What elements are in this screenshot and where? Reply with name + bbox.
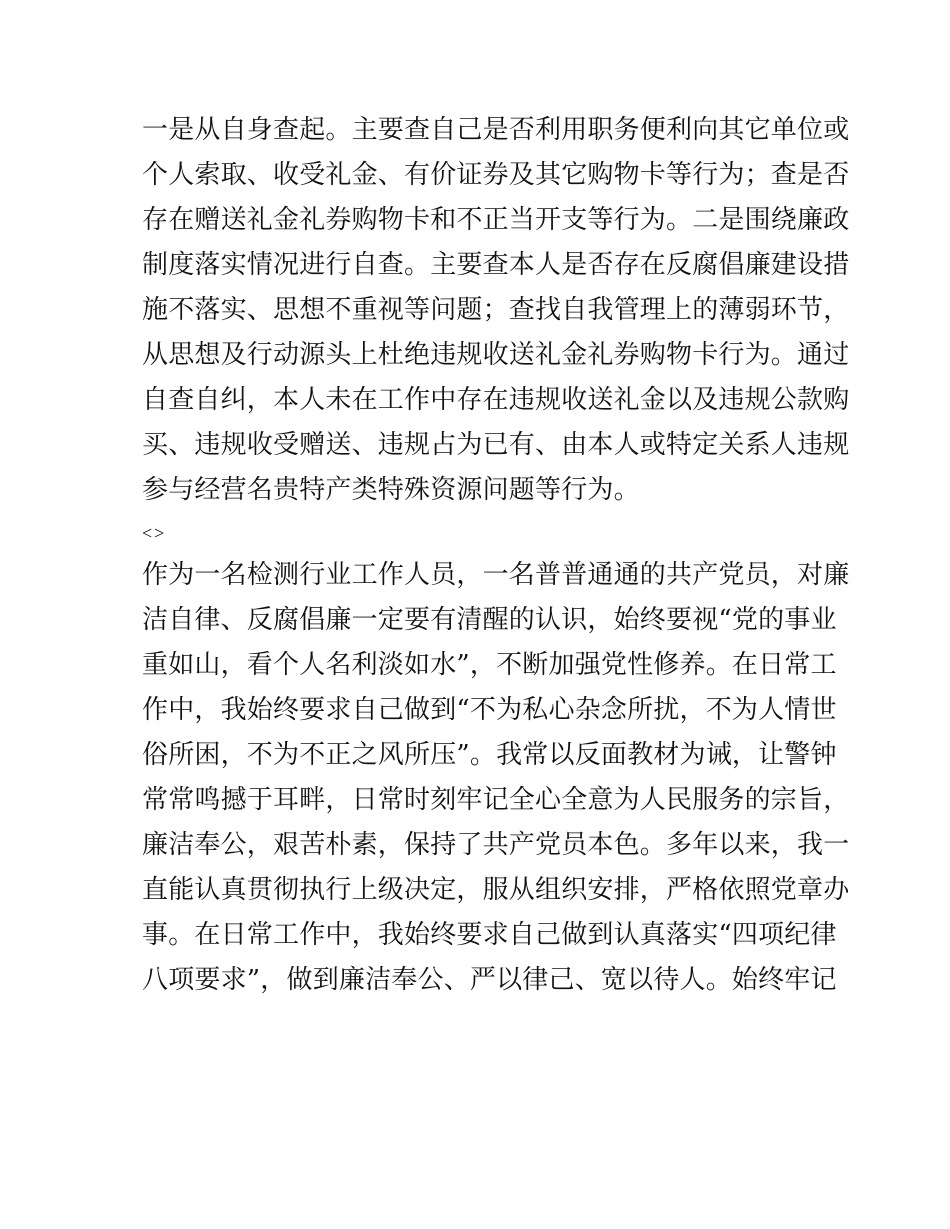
text-line: 自查自纠，本人未在工作中存在违规收送礼金以及违规公款购 <box>142 385 850 415</box>
text-line: 常常鸣撼于耳畔，日常时刻牢记全心全意为人民服务的宗旨， <box>142 785 850 815</box>
text-line: 重如山，看个人名利淡如水”，不断加强党性修养。在日常工 <box>142 650 837 680</box>
text-line: 买、违规收受赠送、违规占为已有、由本人或特定关系人违规 <box>142 430 850 460</box>
text-line: 俗所困，不为不正之风所压”。我常以反面教材为诫，让警钟 <box>142 740 837 770</box>
paragraph-integrity-awareness <box>142 553 850 1003</box>
text-line: 作中，我始终要求自己做到“不为私心杂念所扰，不为人情世 <box>142 695 837 725</box>
document-body <box>142 108 850 1003</box>
text-line: 参与经营名贵特产类特殊资源问题等行为。 <box>142 475 640 505</box>
text-line: 直能认真贯彻执行上级决定，服从组织安排，严格依照党章办 <box>142 875 850 905</box>
text-line: 个人索取、收受礼金、有价证券及其它购物卡等行为；查是否 <box>142 160 850 190</box>
text-line: 一是从自身查起。主要查自己是否利用职务便利向其它单位或 <box>142 115 850 145</box>
text-line: 作为一名检测行业工作人员，一名普普通通的共产党员，对廉 <box>142 560 850 590</box>
paragraph-self-inspection <box>142 108 850 513</box>
text-line: 八项要求”，做到廉洁奉公、严以律己、宽以待人。始终牢记 <box>142 965 837 995</box>
text-line: 事。在日常工作中，我始终要求自己做到认真落实“四项纪律 <box>142 920 837 950</box>
text-line: 洁自律、反腐倡廉一定要有清醒的认识，始终要视“党的事业 <box>142 605 837 635</box>
text-line: 施不落实、思想不重视等问题；查找自我管理上的薄弱环节， <box>142 295 850 325</box>
text-line: 从思想及行动源头上杜绝违规收送礼金礼券购物卡行为。通过 <box>142 340 850 370</box>
text-line: 存在赠送礼金礼券购物卡和不正当开支等行为。二是围绕廉政 <box>142 205 850 235</box>
text-line: 廉洁奉公，艰苦朴素，保持了共产党员本色。多年以来，我一 <box>142 830 850 860</box>
text-line: 制度落实情况进行自查。主要查本人是否存在反腐倡廉建设措 <box>142 250 850 280</box>
section-separator: <> <box>142 523 167 543</box>
